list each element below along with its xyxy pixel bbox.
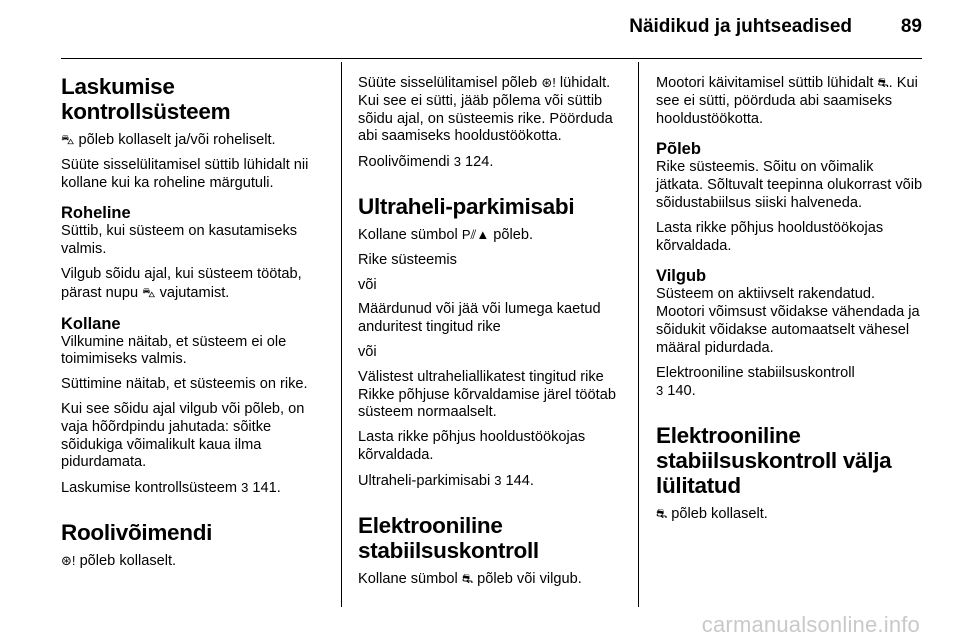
- paragraph: Süsteem on aktiivselt rakendatud. Mootori võimsust võidakse vähendada ja sõidukit võidakse automaatselt vähesel määral pidurdada.: [656, 286, 920, 356]
- descent-control-icon: ⛍: [61, 132, 75, 147]
- paragraph: Vilgub sõidu ajal, kui süsteem töötab, pärast nupu ⛍ vajutamist.: [61, 265, 302, 301]
- paragraph: Mootori käivitamisel süttib lühidalt ⛐. Kui see ei sütti, pöörduda abi saamiseks hooldustöökotta.: [656, 75, 918, 127]
- paragraph: Kollane sümbol ⛐ põleb või vilgub.: [358, 570, 582, 587]
- section-title-descent-control: Laskumise kontrollsüsteem: [61, 74, 231, 124]
- subheading-blinking: Vilgub: [656, 267, 707, 286]
- paragraph: Süttib, kui süsteem on kasutamiseks valmis.: [61, 223, 298, 258]
- page-header: [0, 0, 960, 62]
- subheading-yellow: Kollane: [61, 314, 121, 333]
- page-reference-icon: 3: [494, 472, 502, 488]
- section-title-parking-assist: Ultraheli-parkimisabi: [358, 193, 575, 219]
- paragraph: Vilkumine näitab, et süsteem ei ole toimimiseks valmis.: [61, 333, 287, 368]
- paragraph: Süttimine näitab, et süsteemis on rike.: [61, 376, 308, 393]
- watermark: carmanualsonline.info: [701, 612, 920, 637]
- paragraph: Elektrooniline stabiilsuskontroll 3 140.: [656, 364, 855, 400]
- steering-warning-icon: ⊛!: [541, 75, 556, 90]
- section-title-esc-off: Elektrooniline stabiilsuskontroll välja lülitatud: [656, 423, 892, 499]
- paragraph: Laskumise kontrollsüsteem 3 141.: [61, 480, 281, 497]
- header-rule: [61, 58, 922, 59]
- paragraph: Lasta rikke põhjus hooldustöökojas kõrvaldada.: [358, 429, 586, 463]
- paragraph: ⛍ põleb kollaselt ja/või roheliselt.: [61, 132, 276, 148]
- paragraph: Rike süsteemis: [358, 251, 457, 268]
- steering-warning-icon: ⊛!: [61, 552, 76, 568]
- page-number: 89: [900, 16, 922, 37]
- paragraph: Välistest ultraheliallikatest tingitud rike Rikke põhjuse kõrvaldamise järel töötab süsteem normaalselt.: [358, 368, 616, 421]
- descent-control-icon: ⛍: [142, 284, 156, 300]
- esc-icon: ⛐: [877, 75, 889, 90]
- column-2: [358, 74, 626, 595]
- paragraph: Rike süsteemis. Sõitu on võimalik jätkata. Sõltuvalt teepinna olukorrast võib sõidustabiilsus siiski halveneda.: [656, 159, 923, 211]
- paragraph: või: [358, 343, 377, 360]
- paragraph: Lasta rikke põhjus hooldustöökojas kõrvaldada.: [656, 219, 884, 254]
- paragraph: Kollane sümbol P⫽▲ põleb.: [358, 226, 534, 243]
- section-title-power-steering: Roolivõimendi: [61, 519, 213, 545]
- column-3: [656, 74, 924, 531]
- paragraph: Süüte sisselülitamisel süttib lühidalt nii kollane kui ka roheline märgutuli.: [61, 156, 309, 191]
- paragraph: Määrdunud või jää või lumega kaetud anduritest tingitud rike: [358, 301, 601, 336]
- page-reference-icon: 3: [656, 383, 664, 399]
- paragraph: Kui see sõidu ajal vilgub või põleb, on vaja hõõrdpindu jahutada: sõitke sõidukiga võimalikult kaua ilma pidurdamata.: [61, 400, 305, 471]
- esc-off-icon: ⛐: [656, 506, 668, 522]
- paragraph: ⛐ põleb kollaselt.: [656, 506, 768, 523]
- paragraph: või: [358, 276, 377, 293]
- column-divider-2: [638, 62, 639, 607]
- paragraph: ⊛! põleb kollaselt.: [61, 552, 177, 569]
- page-reference-icon: 3: [241, 480, 249, 496]
- parking-assist-icon: P⫽▲: [461, 226, 490, 242]
- subheading-on: Põleb: [656, 140, 701, 159]
- section-title-esc: Elektrooniline stabiilsuskontroll: [358, 512, 539, 563]
- paragraph: Ultraheli-parkimisabi 3 144.: [358, 472, 534, 489]
- header-title: Näidikud ja juhtseadised: [629, 16, 852, 37]
- column-1: [61, 74, 329, 578]
- column-divider-1: [341, 62, 342, 607]
- paragraph: Roolivõimendi 3 124.: [358, 154, 494, 171]
- subheading-green: Roheline: [61, 204, 131, 223]
- esc-icon: ⛐: [461, 570, 474, 586]
- paragraph: Süüte sisselülitamisel põleb ⊛! lühidalt. Kui see ei sütti, jääb põlema või süttib sõidu ajal, on süsteemis rike. Pöörduda abi saamiseks hooldustöökotta.: [358, 75, 613, 145]
- page-reference-icon: 3: [453, 154, 461, 170]
